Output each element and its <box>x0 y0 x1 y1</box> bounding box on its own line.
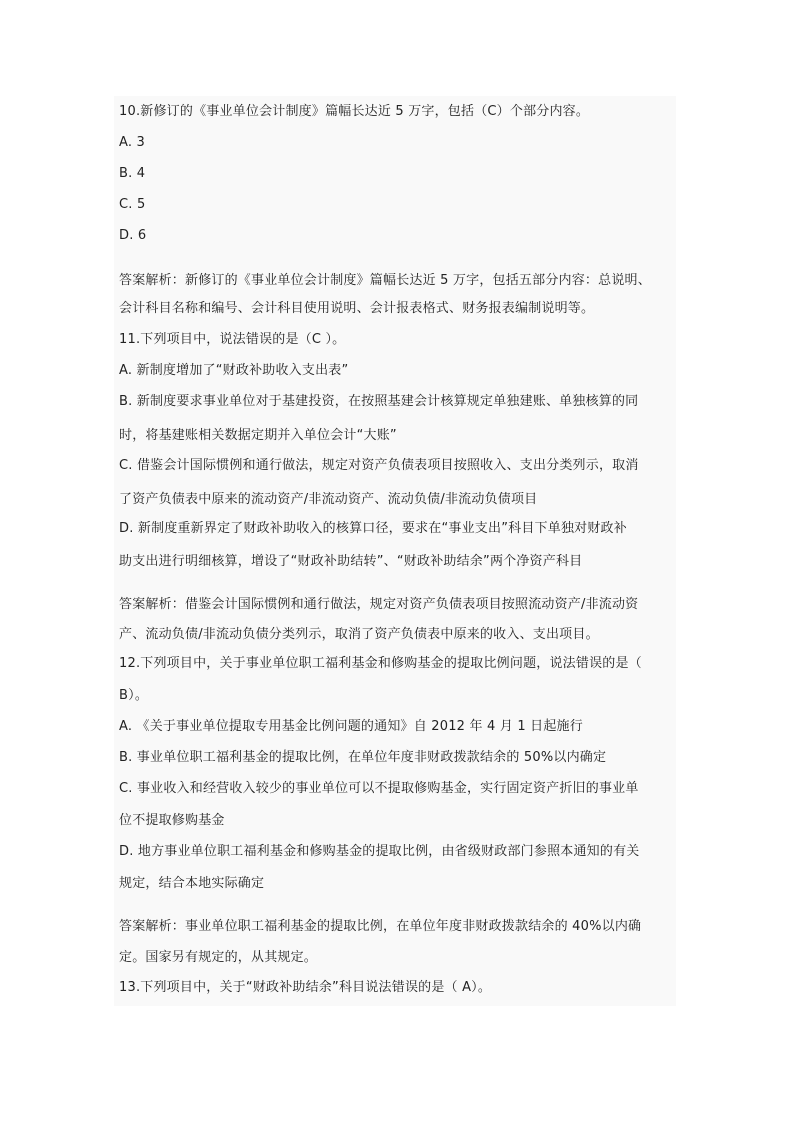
question-10-explanation-line-1: 答案解析：新修订的《事业单位会计制度》篇幅长达近 5 万字，包括五部分内容：总说明、 <box>119 273 651 288</box>
question-11-option-c-line-2: 了资产负债表中原来的流动资产/非流动资产、流动负债/非流动负债项目 <box>119 492 538 507</box>
question-11-option-b-line-2: 时，将基建账相关数据定期并入单位会计“大账” <box>119 428 397 443</box>
question-10-option-a: A. 3 <box>119 135 146 150</box>
question-12-option-a: A. 《关于事业单位提取专用基金比例问题的通知》自 2012 年 4 月 1 日起施行 <box>119 719 583 734</box>
question-12-option-d-line-2: 规定，结合本地实际确定 <box>119 876 265 891</box>
document-body <box>114 96 676 1006</box>
question-12-stem-line-2: B）。 <box>119 688 149 703</box>
question-12-option-c-line-2: 位不提取修购基金 <box>119 813 225 828</box>
question-12-stem-line-1: 12.下列项目中，关于事业单位职工福利基金和修购基金的提取比例问题，说法错误的是（ <box>119 656 642 671</box>
question-11-option-c-line-1: C. 借鉴会计国际惯例和通行做法，规定对资产负债表项目按照收入、支出分类列示，取消 <box>119 458 639 473</box>
question-10-explanation-line-2: 会计科目名称和编号、会计科目使用说明、会计报表格式、财务报表编制说明等。 <box>119 301 595 316</box>
question-12-explanation-line-2: 定。国家另有规定的，从其规定。 <box>119 950 318 965</box>
question-11-option-d-line-2: 助支出进行明细核算，增设了“财政补助结转”、“财政补助结余”两个净资产科目 <box>119 554 583 569</box>
question-12-option-b: B. 事业单位职工福利基金的提取比例，在单位年度非财政拨款结余的 50%以内确定 <box>119 750 607 765</box>
question-10-stem: 10.新修订的《事业单位会计制度》篇幅长达近 5 万字，包括（C）个部分内容。 <box>119 104 590 119</box>
question-12-option-c-line-1: C. 事业收入和经营收入较少的事业单位可以不提取修购基金，实行固定资产折旧的事业单 <box>119 781 639 796</box>
question-11-option-b-line-1: B. 新制度要求事业单位对于基建投资，在按照基建会计核算规定单独建账、单独核算的同 <box>119 394 639 409</box>
question-11-stem: 11.下列项目中，说法错误的是（C ）。 <box>119 332 346 347</box>
question-10-option-d: D. 6 <box>119 228 147 243</box>
question-12-option-d-line-1: D. 地方事业单位职工福利基金和修购基金的提取比例，由省级财政部门参照本通知的有关 <box>119 844 640 859</box>
question-13-stem: 13.下列项目中，关于“财政补助结余”科目说法错误的是（ A）。 <box>119 980 492 995</box>
question-11-option-a: A. 新制度增加了“财政补助收入支出表” <box>119 363 349 378</box>
question-11-explanation-line-1: 答案解析：借鉴会计国际惯例和通行做法，规定对资产负债表项目按照流动资产/非流动资 <box>119 597 639 612</box>
question-10-option-c: C. 5 <box>119 197 146 212</box>
question-10-option-b: B. 4 <box>119 166 146 181</box>
question-11-explanation-line-2: 产、流动负债/非流动负债分类列示，取消了资产负债表中原来的收入、支出项目。 <box>119 627 599 642</box>
question-12-explanation-line-1: 答案解析：事业单位职工福利基金的提取比例，在单位年度非财政拨款结余的 40%以内确 <box>119 919 642 934</box>
question-11-option-d-line-1: D. 新制度重新界定了财政补助收入的核算口径，要求在“事业支出”科目下单独对财政补 <box>119 521 627 536</box>
